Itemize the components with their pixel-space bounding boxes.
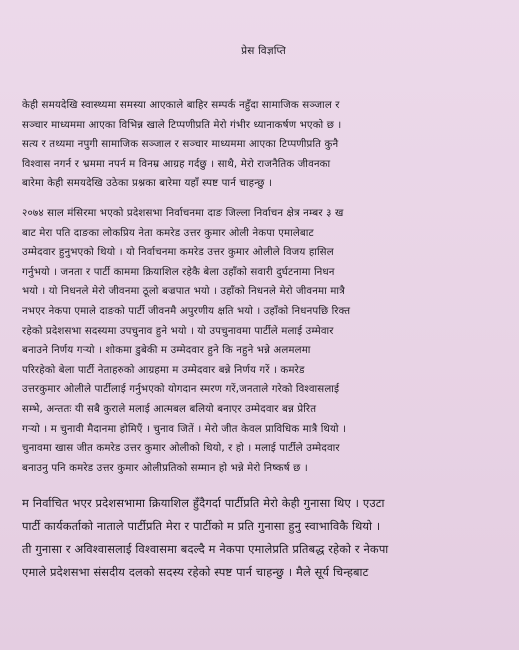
text-line: सञ्चार माध्यममा आएका विभिन्न खाले टिप्पणीप्रति मेरो गंभीर ध्यानाकर्षण भएको छ । (22, 119, 342, 131)
text-line: गर्‍यो । म चुनावी मैदानमा होमिएँ । चुनाव जितें । मेरो जीत केवल प्राविधिक मात्रै थियो । (22, 423, 347, 435)
text-line: २०७४ साल मंसिरमा भएको प्रदेशसभा निर्वाचनमा दाङ जिल्ला निर्वाचन क्षेत्र नम्बर ३ ख (22, 207, 344, 219)
text-line: म निर्वाचित भएर प्रदेशसभामा क्रियाशिल हुँदैगर्दा पार्टीप्रति मेरो केही गुनासा थिए । एउटा (22, 496, 385, 511)
text-line: एमाले प्रदेशसभा संसदीय दलको सदस्य रहेको स्पष्ट पार्न चाहन्छु । मैले सूर्य चिन्हबाट (22, 565, 369, 580)
paragraph-election-history (22, 204, 505, 478)
text-line: गर्नुभयो । जनता र पार्टी काममा क्रियाशिल रहेकै बेला उहाँको सवारी दुर्घटनामा निधन (22, 266, 335, 278)
paragraph-party-commitment (22, 492, 505, 584)
text-line: रहेको प्रदेशसभा सदस्यमा उपचुनाव हुने भयो । यो उपचुनावमा पार्टीले मलाई उम्मेवार (22, 325, 334, 337)
text-line: बनाउनु पनि कमरेड उत्तर कुमार ओलीप्रतिको सम्मान हो भन्ने मेरो निष्कर्ष छ । (22, 462, 308, 474)
text-line: उत्तरकुमार ओलीले पार्टीलाई गर्नुभएको योगदान स्मरण गरें,जनताले गरेको विश्वासलाई (22, 384, 340, 396)
text-line: विश्वास नगर्न र भ्रममा नपर्न म विनम्र आग्रह गर्दछु । साथै, मेरो राजनैतिक जीवनका (22, 158, 331, 170)
text-line: सम्भेे, अन्ततः यी सबै कुराले मलाई आत्मबल बलियो बनाएर उम्मेदवार बन्न प्रेरित (22, 403, 317, 415)
text-line: परिरहेको बेला पार्टी नेताहरुको आग्रहमा म उम्मेदवार बन्ने निर्णय गरें । कमरेड (22, 364, 305, 376)
paragraph-health-clarification (22, 96, 505, 194)
text-line: बाट मेरा पति दाङका लोकप्रिय नेता कमरेड उत्तर कुमार ओली नेकपा एमालेबाट (22, 227, 314, 239)
document-title: प्रेस विज्ञप्ति (241, 45, 286, 57)
text-line: ती गुनासा र अविश्वासलाई विश्वासमा बदल्दै म नेकपा एमालेप्रति प्रतिबद्ध रहेको र नेकपा (22, 542, 389, 557)
text-line: भयो । यो निधनले मेरो जीवनमा ठूलो बज्रपात भयो । उहाँको निधनले मेरो जीवनमा मात्रै (22, 286, 345, 298)
text-line: चुनावमा खास जीत कमरेड उत्तर कुमार ओलीको थियो, र हो । मलाई पार्टीले उम्मेदवार (22, 443, 340, 455)
text-line: बारेमा केही समयदेखि उठेका प्रश्नका बारेमा यहाँ स्पष्ट पार्न चाहन्छु । (22, 178, 272, 190)
text-line: बनाउने निर्णय गर्‍यो । शोकमा डुबेकी म उम्मेदवार हुने कि नहुने भन्ने अलमलमा (22, 345, 311, 357)
text-line: उम्मेदवार हुनुभएको थियो । यो निर्वाचनमा कमरेड उत्तर कुमार ओलीले विजय हासिल (22, 247, 334, 259)
text-line: नभएर नेकपा एमाले दाङको पार्टी जीवनमै अपुरणीय क्षति भयो । उहाँको निधनपछि रिक्त (22, 305, 351, 317)
text-line: केही समयदेखि स्वास्थ्यमा समस्या आएकाले बाहिर सम्पर्क नहुँदा सामाजिक सञ्जाल र (22, 100, 340, 111)
text-line: पार्टी कार्यकर्ताको नाताले पार्टीप्रति मेरा र पार्टीको म प्रति गुनासा हुनु स्वाभाविकै थियो । (22, 519, 381, 534)
text-line: सत्य र तथ्यमा नपुगी सामाजिक सञ्जाल र सञ्चार माध्यममा आएका टिप्पणीप्रति कुनै (22, 139, 339, 151)
